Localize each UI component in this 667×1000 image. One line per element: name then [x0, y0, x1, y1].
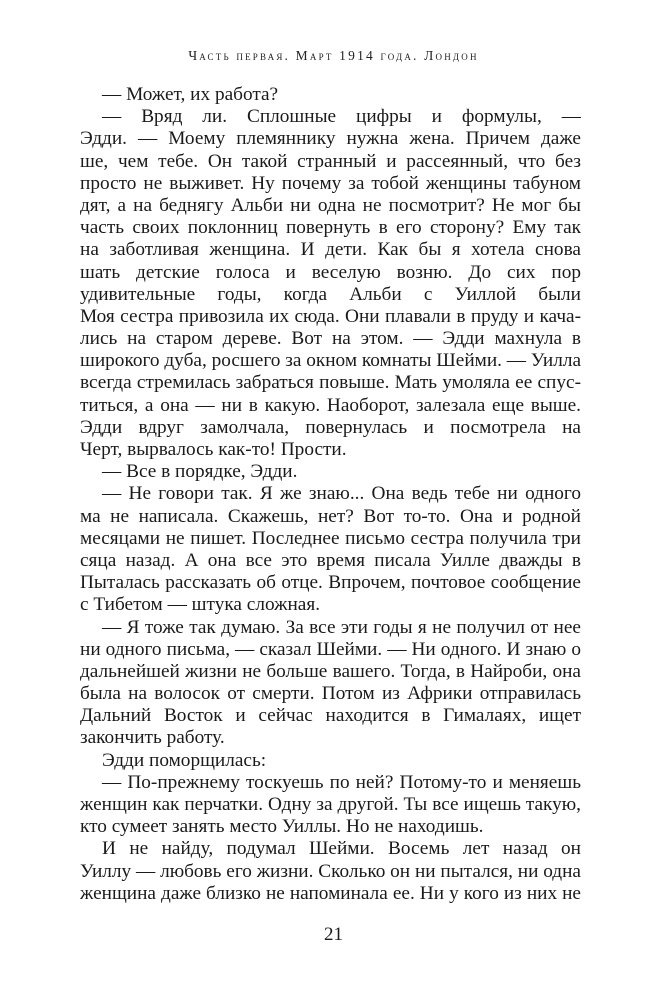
text-line: закончить работу.: [80, 727, 225, 749]
text-line: Эдди поморщилась:: [102, 749, 267, 771]
text-line: удивительные годы, когда Альби с Уиллой были: [80, 283, 581, 305]
text-line: сяца назад. А она все это время писала Уилле дважды в: [80, 549, 581, 571]
text-line: Уиллу — любовь его жизни. Сколько он ни пытался, ни одна: [80, 860, 581, 882]
text-line: Черт, вырвалось как-то! Прости.: [80, 439, 347, 460]
text-line: И не найду, подумал Шейми. Восемь лет назад он: [102, 838, 581, 860]
text-line: ни одного письма, — сказал Шейми. — Ни одного. И знаю о: [80, 638, 581, 660]
text-line: месяцами не пишет. Последнее письмо сестра получила три: [80, 527, 581, 549]
text-line: Эдди. — Моему племяннику нужна жена. Причем даже: [80, 128, 581, 150]
text-line: женщин как перчатки. Одну за другой. Ты все ищешь такую,: [80, 794, 581, 815]
text-line: ше, чем тебе. Он такой странный и рассеянный, что без: [80, 150, 581, 172]
text-line: шать детские голоса и веселую возню. До сих пор: [80, 261, 581, 283]
text-line: на заботливая женщина. И дети. Как бы я хотела снова: [80, 239, 581, 261]
text-line: ма не написала. Скажешь, нет? Вот то-то. Она и родной: [80, 505, 581, 527]
text-line: дят, а на беднягу Альби ни одна не посмотрит? Не мог бы: [80, 194, 581, 216]
text-line: просто не выживет. Ну почему за тобой женщины табуном: [80, 172, 581, 194]
page-number: 21: [324, 924, 343, 945]
text-line: с Тибетом — штука сложная.: [80, 594, 321, 616]
text-line: широкого дуба, росшего за окном комнаты Шейми. — Уилла: [80, 350, 581, 372]
text-line: была на волосок от смерти. Потом из Африки отправилась: [80, 683, 581, 705]
text-line: женщина даже близко не напоминала ее. Ни у кого из них не: [80, 882, 581, 904]
text-line: — Я тоже так думаю. За все эти годы я не получил от нее: [102, 616, 581, 638]
text-line: — По-прежнему тоскуешь по ней? Потому-то и меняешь: [102, 771, 581, 793]
text-line: — Все в порядке, Эдди.: [102, 461, 298, 483]
text-line: Моя сестра привозила их сюда. Они плавали в пруду и кача-: [80, 305, 581, 327]
text-line: — Не говори так. Я же знаю... Она ведь тебе ни одного: [102, 483, 581, 505]
text-line: всегда стремилась забраться повыше. Мать умоляла ее спус-: [80, 372, 581, 394]
text-line: Эдди вдруг замолчала, повернулась и посмотрела на: [80, 416, 581, 438]
text-line: Пыталась рассказать об отце. Впрочем, почтовое сообщение: [80, 572, 581, 594]
text-line: кто сумеет занять место Уиллы. Но не находишь.: [80, 816, 484, 838]
text-line: дальнейшей жизни не больше вашего. Тогда, в Найроби, она: [80, 660, 581, 682]
running-header: Часть первая. Март 1914 года. Лондон: [188, 48, 479, 63]
text-line: часть своих поклонниц повернуть в его сторону? Ему так: [80, 217, 581, 239]
text-line: Дальний Восток и сейчас находится в Гималаях, ищет: [80, 705, 581, 727]
text-line: — Вряд ли. Сплошные цифры и формулы, —: [102, 106, 581, 128]
text-line: лись на старом дереве. Вот на этом. — Эдди махнула в: [80, 328, 581, 350]
body-text: [80, 84, 581, 905]
text-line: — Может, их работа?: [102, 84, 279, 105]
text-line: титься, а она — ни в какую. Наоборот, залезала еще выше.: [80, 394, 581, 416]
